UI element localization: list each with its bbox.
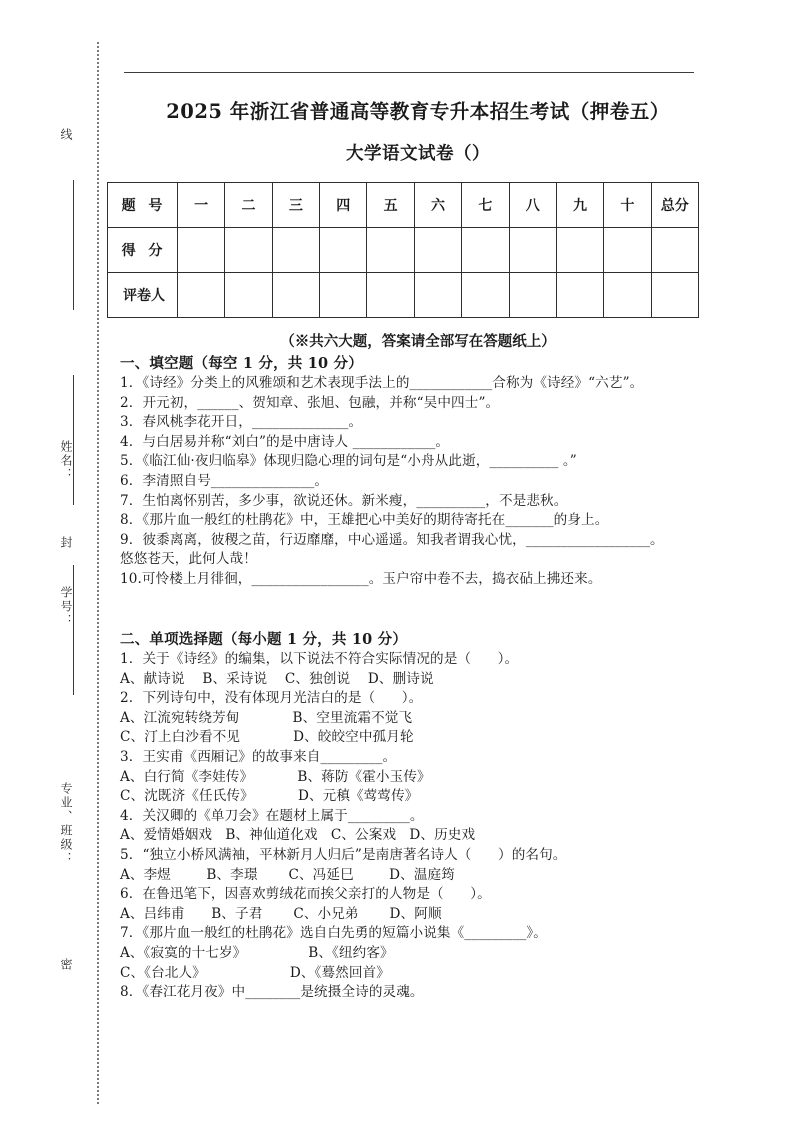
- fill-blank-item: 1．《诗经》分类上的风雅颂和艺术表现手法上的____________合称为《诗经》“六艺”。: [120, 375, 644, 391]
- choice-options-line[interactable]: C、沈既济《任氏传》 D、元稹《莺莺传》: [120, 788, 419, 805]
- score-table-column-header: 总分: [651, 183, 698, 228]
- score-table-row-header: 评卷人: [108, 273, 178, 318]
- choice-options-line[interactable]: A、爱情婚姻戏 B、神仙道化戏 C、公案戏 D、历史戏: [120, 827, 476, 844]
- seal-divider-rule-3: [73, 565, 74, 695]
- section-two-items: [120, 650, 718, 1003]
- score-table-cell[interactable]: [272, 228, 319, 273]
- fill-blank-item: 8．《那片血一般红的杜鹃花》中，王雄把心中美好的期待寄托在_______的身上。: [120, 512, 609, 529]
- score-table-cell[interactable]: [509, 228, 556, 273]
- choice-options-line[interactable]: A、李煜 B、李璟 C、冯延巳 D、温庭筠: [120, 866, 455, 883]
- fill-blank-item: 2．开元初，______、贺知章、张旭、包融，并称“吴中四士”。: [120, 394, 500, 411]
- score-table-cell[interactable]: [414, 273, 461, 318]
- score-table-cell[interactable]: [556, 228, 603, 273]
- choice-question-stem: 6．在鲁迅笔下，因喜欢剪绒花而挨父亲打的人物是（ ）。: [120, 886, 491, 903]
- choice-options-line[interactable]: A、献诗说 B、采诗说 C、独创说 D、删诗说: [120, 670, 434, 687]
- seal-label-seal: 封: [59, 536, 73, 550]
- score-table-column-header: 八: [509, 183, 556, 228]
- header-rule: [124, 72, 694, 73]
- score-table-cell[interactable]: [556, 273, 603, 318]
- seal-label-student-id: 学号：: [59, 586, 73, 628]
- score-table-body: [108, 183, 699, 318]
- score-table-cell[interactable]: [414, 228, 461, 273]
- score-table-column-header: 二: [225, 183, 272, 228]
- choice-question-stem: 1．关于《诗经》的编集，以下说法不符合实际情况的是（ ）。: [120, 651, 519, 667]
- score-table-cell[interactable]: [272, 273, 319, 318]
- section-one-heading: 一、填空题（每空 1 分，共 10 分）: [120, 355, 363, 372]
- fill-blank-item: 9．彼黍离离，彼稷之苗，行迈靡靡，中心遥遥。知我者谓我心忧，__________________。: [120, 531, 664, 548]
- choice-question-stem: 3．王实甫《西厢记》的故事来自_________。: [120, 748, 397, 765]
- score-table-row: [108, 228, 699, 273]
- fill-blank-item: 5．《临江仙·夜归临皋》体现归隐心理的词句是“小舟从此逝，__________ 。”: [120, 453, 577, 470]
- fill-blank-item: 4．与白居易并称“刘白”的是中唐诗人 ____________。: [120, 433, 450, 450]
- score-table-column-header: 五: [367, 183, 414, 228]
- score-table-row: [108, 183, 699, 228]
- fill-blank-item: 悠悠苍天，此何人哉！: [120, 551, 257, 568]
- section-fill-in-blank: [120, 352, 718, 590]
- score-table-cell[interactable]: [225, 228, 272, 273]
- choice-question-stem: 2．下列诗句中，没有体现月光洁白的是（ ）。: [120, 690, 423, 707]
- score-table-column-header: 一: [178, 183, 225, 228]
- fill-blank-item: 3．春风桃李花开日，______________。: [120, 414, 363, 431]
- page-subtitle: 大学语文试卷（）: [346, 144, 490, 164]
- score-table-cell[interactable]: [604, 273, 651, 318]
- seal-divider-rule-2: [73, 375, 74, 505]
- score-table-column-header: 七: [462, 183, 509, 228]
- score-table-cell[interactable]: [509, 273, 556, 318]
- score-table-cell[interactable]: [178, 273, 225, 318]
- choice-options-line[interactable]: C、《台北人》 D、《蓦然回首》: [120, 964, 390, 981]
- page-title: 2025 年浙江省普通高等教育专升本招生考试（押卷五）: [166, 100, 670, 123]
- score-table-cell[interactable]: [225, 273, 272, 318]
- score-table-row-header: 题 号: [108, 183, 178, 228]
- choice-question-stem: 8．《春江花月夜》中________是统摄全诗的灵魂。: [120, 984, 424, 1001]
- fill-blank-item: 10.可怜楼上月徘徊，_________________。玉户帘中卷不去，捣衣砧上拂还来。: [120, 570, 602, 587]
- section-two-heading: 二、单项选择题（每小题 1 分，共 10 分）: [120, 631, 408, 648]
- score-table-row-header: 得 分: [108, 228, 178, 273]
- choice-options-line[interactable]: A、白行简《李娃传》 B、蒋防《霍小玉传》: [120, 768, 431, 785]
- choice-question-stem: 7．《那片血一般红的杜鹃花》选自白先勇的短篇小说集《_________》。: [120, 925, 547, 942]
- exam-note: （※共六大题，答案请全部写在答题纸上）: [280, 333, 556, 350]
- section-one-items: [120, 374, 718, 590]
- choice-options-line[interactable]: A、江流宛转绕芳甸 B、空里流霜不觉飞: [120, 709, 413, 726]
- score-table-column-header: 三: [272, 183, 319, 228]
- score-table-cell[interactable]: [651, 273, 698, 318]
- score-table-column-header: 四: [320, 183, 367, 228]
- score-table-cell[interactable]: [462, 228, 509, 273]
- score-table-cell[interactable]: [320, 228, 367, 273]
- seal-divider-rule-1: [73, 180, 74, 310]
- score-table-cell[interactable]: [367, 228, 414, 273]
- score-table-row: [108, 273, 699, 318]
- score-table-cell[interactable]: [320, 273, 367, 318]
- fill-blank-item: 6．李清照自号_______________。: [120, 472, 329, 489]
- seal-margin: [0, 0, 100, 1132]
- score-table-cell[interactable]: [367, 273, 414, 318]
- score-table-cell[interactable]: [462, 273, 509, 318]
- section-multiple-choice: [120, 628, 718, 1003]
- seal-label-major-class: 专业、班级：: [59, 782, 73, 866]
- fill-blank-item: 7．生怕离怀别苦，多少事，欲说还休。新米瘦，__________，不是悲秋。: [120, 492, 568, 509]
- choice-options-line[interactable]: A、《寂寞的十七岁》 B、《纽约客》: [120, 944, 394, 961]
- seal-label-name: 姓名：: [59, 440, 73, 482]
- choice-question-stem: 4．关汉卿的《单刀会》在题材上属于_________。: [120, 807, 424, 824]
- score-table-cell[interactable]: [651, 228, 698, 273]
- seal-label-line: 线: [59, 128, 73, 142]
- score-table-cell[interactable]: [604, 228, 651, 273]
- score-table-column-header: 九: [556, 183, 603, 228]
- score-table-column-header: 六: [414, 183, 461, 228]
- choice-options-line[interactable]: C、汀上白沙看不见 D、皎皎空中孤月轮: [120, 729, 414, 746]
- score-table-column-header: 十: [604, 183, 651, 228]
- choice-options-line[interactable]: A、吕纬甫 B、子君 C、小兄弟 D、阿顺: [120, 905, 442, 922]
- seal-dotted-line: [97, 42, 99, 1104]
- score-table-cell[interactable]: [178, 228, 225, 273]
- choice-question-stem: 5．“独立小桥风满袖，平林新月人归后”是南唐著名诗人（ ）的名句。: [120, 846, 567, 863]
- score-table: [107, 182, 699, 318]
- seal-label-confidential: 密: [59, 958, 73, 972]
